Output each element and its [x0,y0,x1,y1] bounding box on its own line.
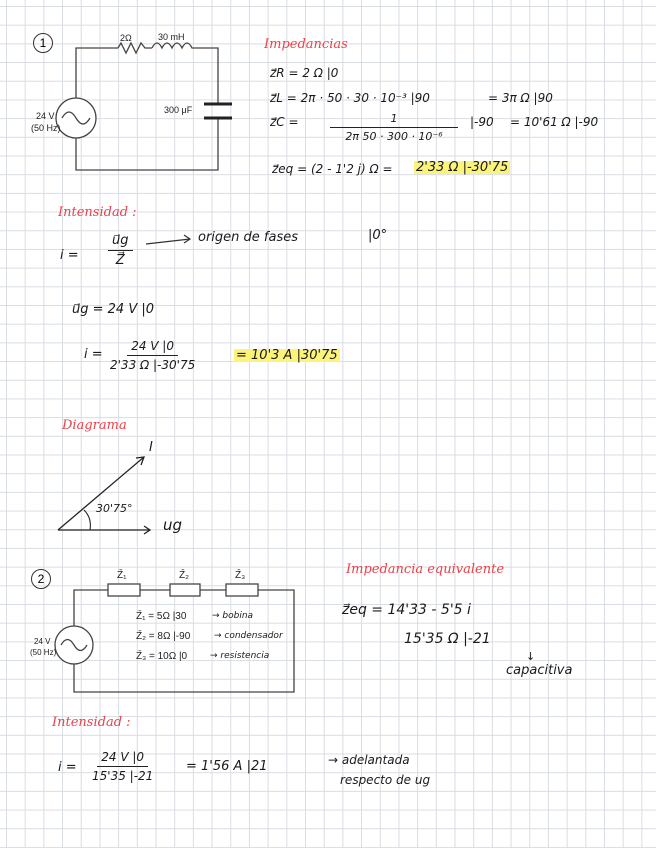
origin-note: origen de fases [198,230,299,245]
zr-equation: z⃗R = 2 Ω |0 [270,66,339,80]
capacitor-label: 300 μF [164,105,193,115]
zc-numerator: 1 [330,112,458,128]
origin-angle: |0° [368,228,388,243]
inductor-label: 30 mH [158,32,185,42]
source-voltage-label: 24 V [36,111,55,121]
z-denominator: Z⃗ [115,253,125,268]
zc-denominator: 2π 50 · 300 · 10⁻⁶ [345,130,443,143]
zc-result: = 10'61 Ω |-90 [510,115,599,129]
legend-z3: Z̄₃ = 10Ω |0 [136,651,188,662]
intensity-denominator-1: 2'33 Ω |-30'75 [110,358,196,372]
leading-note-2: respecto de ug [340,773,431,787]
intensidad-title-1: Intensidad : [58,205,137,220]
exercise-number-2: 2 [31,569,51,589]
source-frequency-label-2: (50 Hz) [30,648,57,657]
resistor-label: 2Ω [120,33,132,43]
legend-z1: Z̄₁ = 5Ω |30 [136,611,187,622]
source-voltage-label-2: 24 V [34,637,51,646]
intensity-numerator-2: 24 V |0 [97,750,148,767]
diagrama-title: Diagrama [62,418,127,433]
phasor-ug-label: ug [163,516,183,534]
zc-angle: |-90 [470,115,494,129]
zl-result: = 3π Ω |90 [488,91,553,105]
zeq-equation: z⃗eq = (2 - 1'2 j) Ω = [272,162,393,176]
intensity-result-1: = 10'3 A |30'75 [236,348,338,363]
i-label-3: i = [58,760,77,775]
legend-z2-note: → condensador [214,631,283,641]
zeq-result: 2'33 Ω |-30'75 [416,160,509,175]
intensity-denominator-2: 15'35 |-21 [92,769,154,783]
legend-z3-note: → resistencia [210,651,270,661]
intensity-numerator-1: 24 V |0 [127,339,178,356]
source-frequency-label: (50 Hz) [31,123,61,133]
equiv-impedance-title: Impedancia equivalente [346,562,505,577]
exercise-number-1: 1 [33,33,53,53]
legend-z2: Z̄₂ = 8Ω |-90 [136,631,191,642]
i-label-2: i = [84,347,103,362]
impedancias-title: Impedancias [264,37,348,52]
intensidad-title-2: Intensidad : [52,715,131,730]
intensity-fraction-2 [92,750,153,783]
zeq-polar: 15'35 Ω |-21 [404,631,491,647]
phasor-i-label: I [149,440,153,455]
legend-z1-note: → bobina [212,611,254,621]
zeq-rectangular: z⃗eq = 14'33 - 5'5 i [342,602,471,618]
leading-note-1: → adelantada [328,753,410,767]
capacitive-arrow: ↓ [526,650,536,663]
i-label-1: i = [60,248,79,263]
zl-equation: z⃗L = 2π · 50 · 30 · 10⁻³ |90 [270,91,430,105]
ug-equation: u⃗g = 24 V |0 [72,302,154,317]
ug-numerator: u⃗g [108,233,133,251]
z3-label: Z̄₃ [235,570,246,581]
capacitive-label: capacitiva [506,663,573,678]
zc-label: z⃗C = [270,115,299,129]
z2-label: Z̄₂ [179,570,189,581]
intensity-result-2: = 1'56 A |21 [186,759,268,774]
phasor-angle-label: 30'75° [96,502,133,515]
z1-label: Z̄₁ [117,570,127,581]
